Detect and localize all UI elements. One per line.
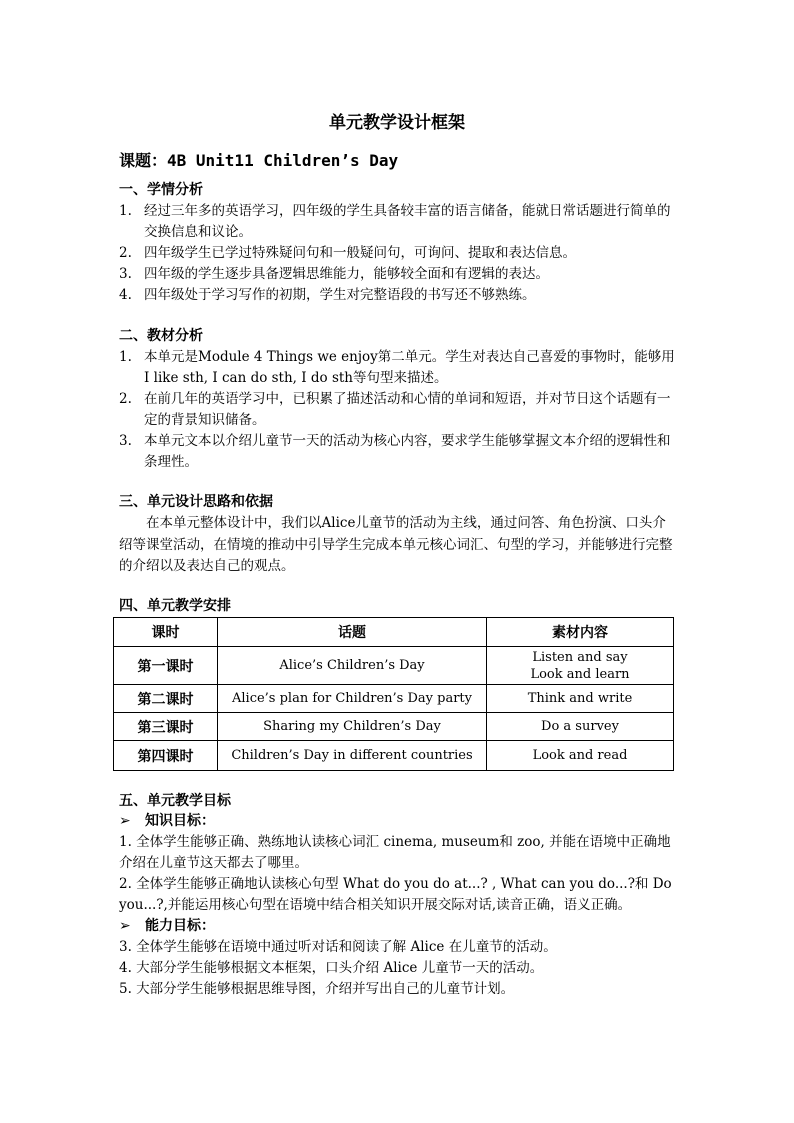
cell-lesson: 第四课时 bbox=[114, 741, 218, 771]
header-topic: 话题 bbox=[218, 618, 487, 647]
table-row bbox=[114, 713, 674, 741]
cell-lesson: 第二课时 bbox=[114, 685, 218, 713]
item-text: 在前几年的英语学习中，已积累了描述活动和心情的单词和短语，并对节日这个话题有一定的背景知识储备。 bbox=[144, 391, 671, 428]
material-line: Listen and say bbox=[532, 649, 628, 665]
list-item bbox=[119, 285, 675, 306]
table-header-row bbox=[114, 618, 674, 647]
section-3-heading: 三、单元设计思路和依据 bbox=[119, 494, 273, 510]
goal-item: 5. 大部分学生能够根据思维导图，介绍并写出自己的儿童节计划。 bbox=[119, 981, 515, 997]
item-text: 经过三年多的英语学习，四年级的学生具备较丰富的语言储备，能就日常话题进行简单的交换信息和议论。 bbox=[144, 203, 671, 240]
list-item bbox=[119, 264, 675, 285]
goal-item: 2. 全体学生能够正确地认读核心句型 What do you do at...? , What can you do...?和 Do you...?,并能运用核心句型在语境中结合相关知识开展交际对话,读音正确，语义正确。 bbox=[119, 876, 672, 913]
goals-block bbox=[119, 811, 677, 1000]
header-material: 素材内容 bbox=[487, 618, 674, 647]
item-number: 4. bbox=[119, 287, 132, 303]
document-title: 单元教学设计框架 bbox=[329, 113, 465, 133]
material-line: Do a survey bbox=[541, 719, 619, 734]
cell-material bbox=[487, 741, 674, 771]
knowledge-label-text: 知识目标： bbox=[145, 813, 215, 829]
lesson-subject: 课题：4B Unit11 Children’s Day bbox=[119, 151, 399, 170]
cell-topic: Sharing my Children’s Day bbox=[218, 713, 487, 741]
cell-lesson: 第一课时 bbox=[114, 647, 218, 685]
material-line: Think and write bbox=[527, 691, 633, 706]
section-2-list bbox=[119, 347, 675, 473]
list-item bbox=[119, 201, 675, 243]
section-4-heading: 四、单元教学安排 bbox=[119, 598, 231, 614]
list-item bbox=[119, 347, 675, 389]
knowledge-goals-label bbox=[119, 811, 677, 832]
item-number: 1. bbox=[119, 203, 132, 219]
list-item bbox=[119, 431, 675, 473]
item-number: 3. bbox=[119, 433, 132, 449]
cell-material bbox=[487, 647, 674, 685]
item-text: 四年级处于学习写作的初期，学生对完整语段的书写还不够熟练。 bbox=[144, 287, 536, 303]
item-text: 四年级的学生逐步具备逻辑思维能力，能够较全面和有逻辑的表达。 bbox=[144, 266, 549, 282]
list-item bbox=[119, 389, 675, 431]
section-1-list bbox=[119, 201, 675, 306]
table-row bbox=[114, 685, 674, 713]
header-lesson: 课时 bbox=[114, 618, 218, 647]
item-number: 3. bbox=[119, 266, 132, 282]
list-item bbox=[119, 243, 675, 264]
schedule-table bbox=[113, 617, 674, 771]
item-number: 2. bbox=[119, 245, 132, 261]
ability-goals-label bbox=[119, 916, 677, 937]
item-number: 2. bbox=[119, 391, 132, 407]
cell-topic: Alice’s plan for Children’s Day party bbox=[218, 685, 487, 713]
section-5-heading: 五、单元教学目标 bbox=[119, 793, 231, 809]
material-line: Look and read bbox=[532, 748, 628, 763]
ability-label-text: 能力目标： bbox=[145, 918, 215, 934]
cell-topic: Alice’s Children’s Day bbox=[218, 647, 487, 685]
item-number: 1. bbox=[119, 349, 132, 365]
cell-material bbox=[487, 685, 674, 713]
section-3-paragraph: 在本单元整体设计中，我们以Alice儿童节的活动为主线，通过问答、角色扮演、口头介绍等课堂活动，在情境的推动中引导学生完成本单元核心词汇、句型的学习，并能够进行完整的介绍以及表达自己的观点。 bbox=[119, 515, 673, 574]
goal-item: 3. 全体学生能够在语境中通过听对话和阅读了解 Alice 在儿童节的活动。 bbox=[119, 939, 557, 955]
table-row bbox=[114, 741, 674, 771]
table-row bbox=[114, 647, 674, 685]
arrow-bullet-icon: ➢ bbox=[119, 813, 131, 829]
item-text: 本单元是Module 4 Things we enjoy第二单元。学生对表达自己喜爱的事物时，能够用I like sth, I can do sth, I do sth等句型来描述。 bbox=[144, 349, 675, 386]
goal-item: 1. 全体学生能够正确、熟练地认读核心词汇 cinema, museum和 zoo, 并能在语境中正确地介绍在儿童节这天都去了哪里。 bbox=[119, 834, 671, 871]
cell-lesson: 第三课时 bbox=[114, 713, 218, 741]
goal-item: 4. 大部分学生能够根据文本框架，口头介绍 Alice 儿童节一天的活动。 bbox=[119, 960, 544, 976]
material-line: Look and learn bbox=[530, 666, 630, 682]
item-text: 四年级学生已学过特殊疑问句和一般疑问句，可询问、提取和表达信息。 bbox=[144, 245, 576, 261]
cell-material bbox=[487, 713, 674, 741]
item-text: 本单元文本以介绍儿童节一天的活动为核心内容，要求学生能够掌握文本介绍的逻辑性和条理性。 bbox=[144, 433, 671, 470]
section-2-heading: 二、教材分析 bbox=[119, 328, 203, 344]
cell-topic: Children’s Day in different countries bbox=[218, 741, 487, 771]
arrow-bullet-icon: ➢ bbox=[119, 918, 131, 934]
section-1-heading: 一、学情分析 bbox=[119, 182, 203, 198]
